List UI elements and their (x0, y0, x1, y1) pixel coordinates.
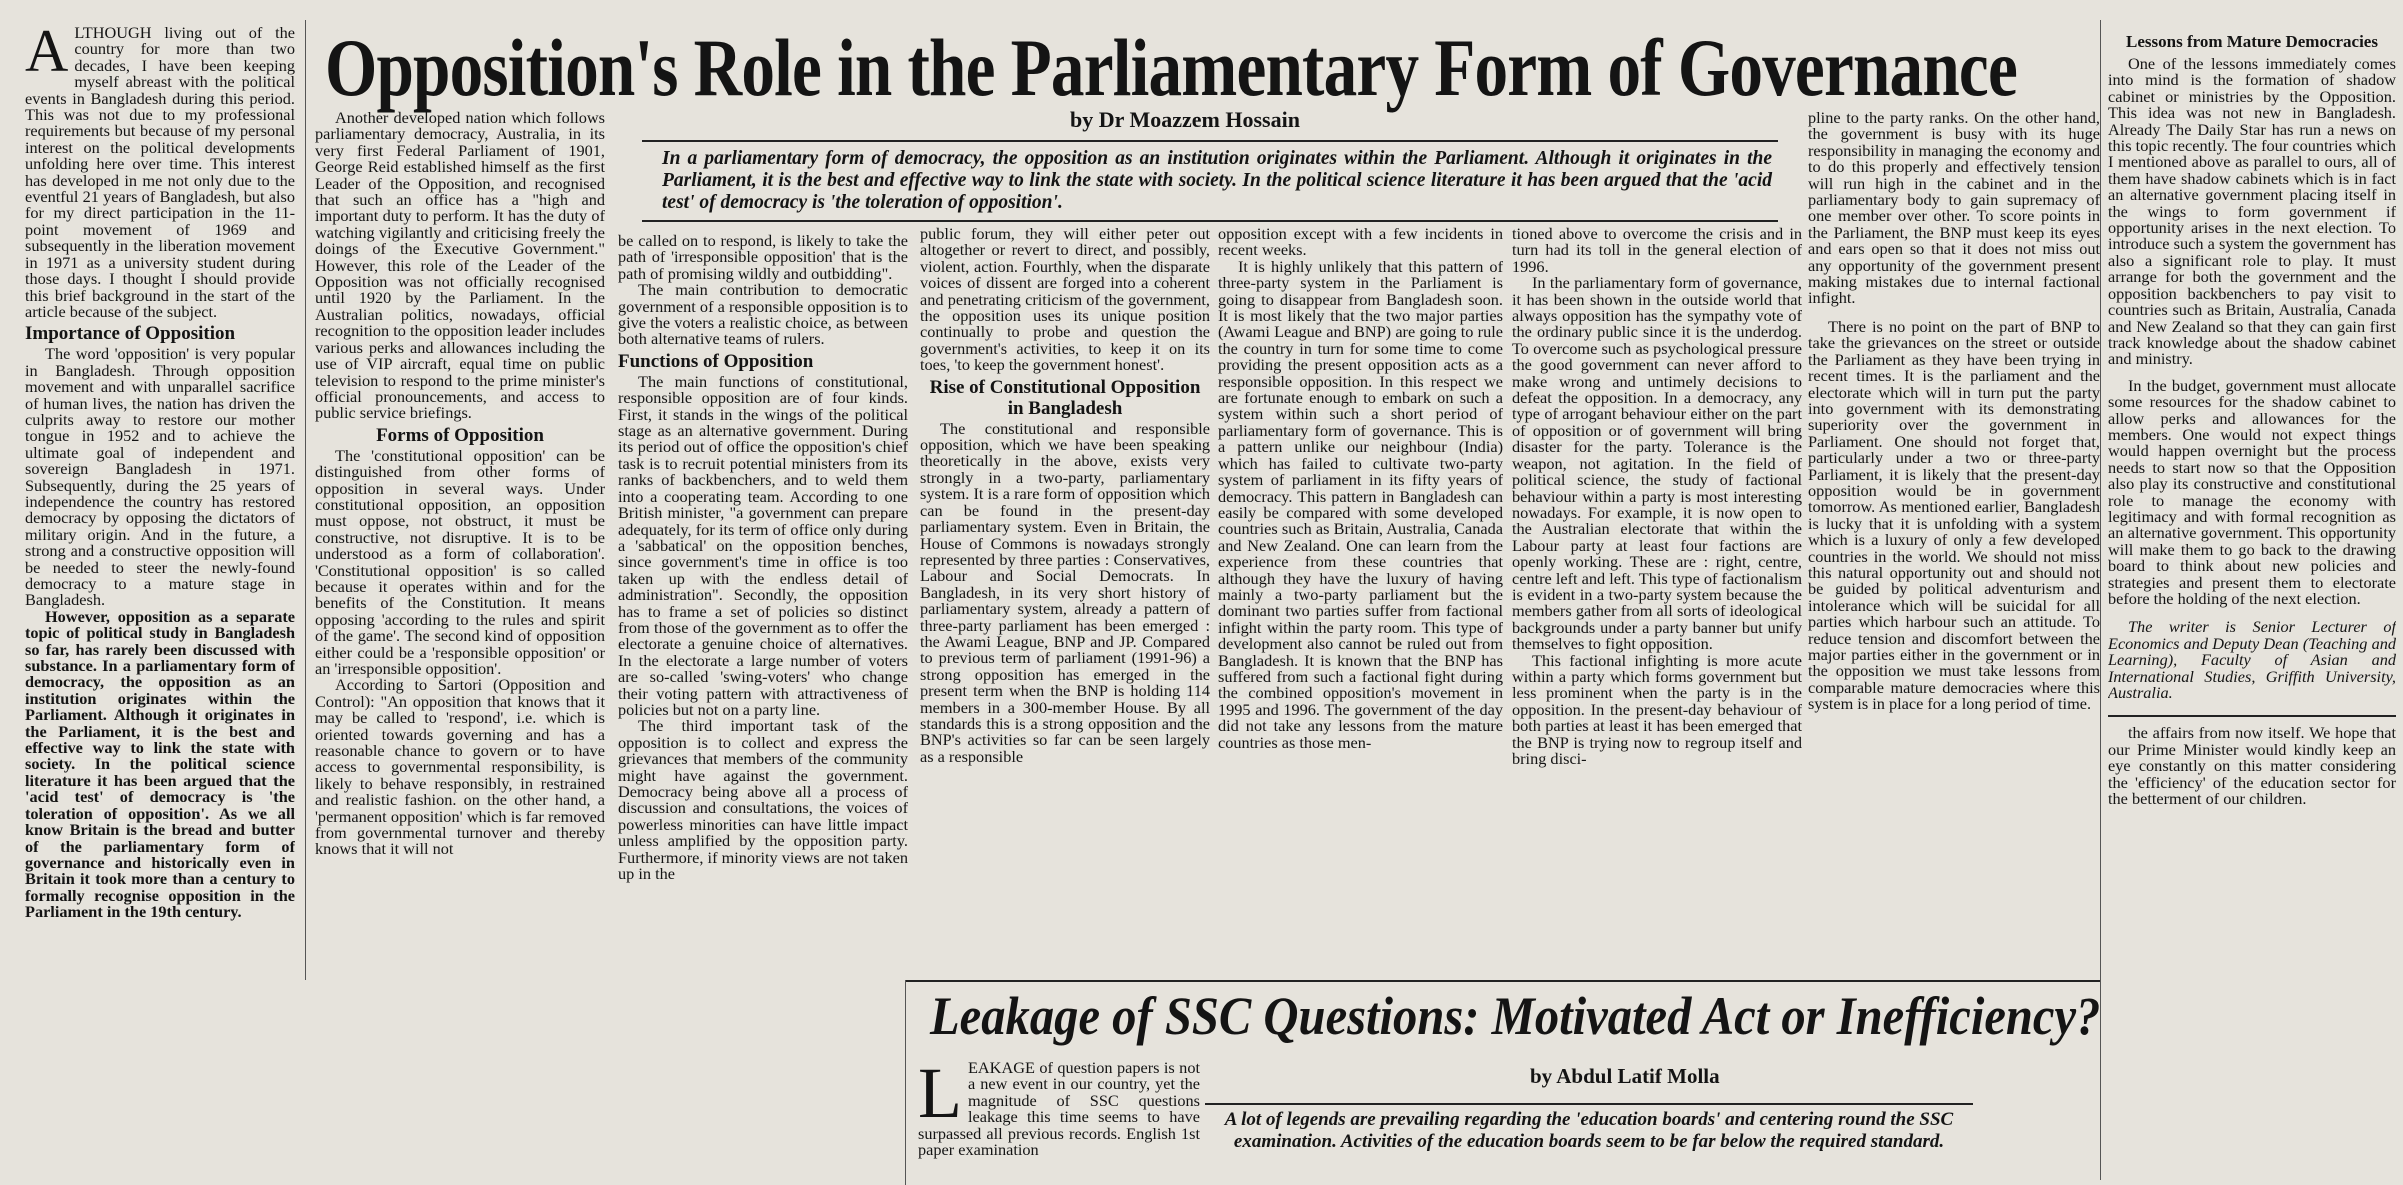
paragraph: be called on to respond, is likely to take the path of 'irresponsible opposition' that is the path of promising wildly and outbidding". (618, 233, 908, 283)
byline-2: by Abdul Latif Molla (1530, 1064, 1720, 1088)
paragraph: This factional infighting is more acute within a party which forms government but less prominent when the party is in the opposition. In the present-day behaviour of both parties at least it has been emerged that the BNP is trying now to regroup itself and bring disci- (1512, 650, 1802, 768)
paragraph: One of the lessons immediately comes into mind is the formation of shadow cabinet or ministries by the Opposition. This idea was not new in Bangladesh. Already The Daily Star has run a news on this topic recently. The four countries which I mentioned above as parallel to ours, all of them have shadow cabinets which is in fact an alternative government placing itself in the wings to form government if opportunity arises in the next election. To introduce such a system the government has also a significant role to play. It must arrange for both the government and the opposition backbenchers to pay visit to countries such as Britain, Australia, Canada and New Zealand so that they can gain first track knowledge about the shadow cabinet and ministry. (2108, 54, 2396, 369)
drop-cap: A (25, 25, 69, 84)
column-rule (305, 20, 306, 980)
column-8 (2108, 32, 2396, 1180)
subheading-lessons: Lessons from Mature Democracies (2126, 32, 2378, 51)
subheading-importance: Importance of Opposition (25, 323, 236, 345)
paragraph: There is no point on the part of BNP to take the grievances on the street or outside the Parliament as they have been trying in recent times. It is the parliament and the electorate which will in turn put the party into government with its demonstrating superiority over the government in Parliament. One should not forget that, particularly under a two or three-party Parliament, it is likely that the present-day opposition would be in government tomorrow. As mentioned earlier, Bangladesh is lucky that it is unfolding with a system which is a luxury of only a few developed countries in the world. We should not miss this natural opportunity out and should not be guided by political adventurism and intolerance which will be suicidal for all parties which harbour such an attitude. To reduce tension and discomfort between the major parties either in the government or in the opposition we must take lessons from comparable mature democracies where this system is in place for a long period of time. (1808, 316, 2100, 714)
headline-2: Leakage of SSC Questions: Motivated Act or Inefficiency? (930, 986, 2101, 1046)
column-rule (905, 980, 906, 1185)
paragraph: The constitutional and responsible opposition, which we have been speaking theoretically in the above, exists very strongly in a two-party, parliamentary system. It is a rare form of opposition which can be found in the present-day parliamentary system. Even in Britain, the House of Commons is nowadays strongly represented by three parties : Conservatives, Labour and Social Democrats. In Bangladesh, in its very short history of parliamentary system, already a pattern of three-party parliament has been emerged : the Awami League, BNP and JP. Compared to previous term of parliament (1991-96) a strong opposition has emerged in the present term when the BNP is holding 114 members in a 300-member House. By all standards this is a strong opposition and the BNP's activities so far can be seen largely as a responsible (920, 418, 1210, 766)
column-2 (315, 110, 605, 1180)
article2-continuation (2108, 715, 2396, 807)
headline: Opposition's Role in the Parliamentary Form of Governance (325, 22, 2017, 113)
paragraph: The word 'opposition' is very popular in Bangladesh. Through opposition movement and with unparallel sacrifice of human lives, the nation has driven the culprits away to restore our mother tongue in 1952 and to achieve the ultimate goal of independent and sovereign Bangladesh in 1971. Subsequently, during the 25 years of independence the country has restored democracy by opposing the dictators of military origin. And in the future, a strong and a constructive opposition will be needed to steer the newly-found democracy to a mature stage in Bangladesh. (25, 344, 295, 610)
column-7 (1808, 110, 2100, 980)
paragraph: However, opposition as a separate topic of political study in Bangladesh so far, has rarely been discussed with substance. In a parliamentary form of democracy, the opposition as an institution originates within the Parliament. Although it originates in the Parliament, it is the best and effective way to link the state with society. In the political science literature it has been argued that the 'acid test' of democracy is 'the toleration of opposition'. As we all know Britain is the bread and butter of the parliamentary form of governance and historically even in Britain it took more than a century to formally recognise opposition in the Parliament in the 19th century. (25, 606, 295, 922)
paragraph: EAKAGE of question papers is not a new event in our country, yet the magnitude of SSC questions leakage this time seems to have surpassed all previous records. English 1st paper examination (918, 1060, 1200, 1160)
column-1 (25, 25, 295, 1180)
paragraph: public forum, they will either peter out altogether or revert to direct, and possibly, violent, action. Fourthly, when the disparate voices of dissent are forged into a coherent and penetrating criticism of the government, the opposition uses its unique position continually to probe and question the government's activities, to keep it on its toes, 'to keep the government honest'. (920, 226, 1210, 375)
lead-paragraph-2: A lot of legends are prevailing regarding the 'education boards' and centering round the SSC examination. Activities of the education boards seem to be far below the required standard. (1205, 1103, 1973, 1157)
paragraph: opposition except with a few incidents in recent weeks. (1218, 226, 1503, 260)
intro-paragraph: LTHOUGH living out of the country for more than two decades, I have been keeping myself abreast with the political events in Bangladesh during this period. This was not due to my professional requirements but because of my personal interest on the political developments unfolding here over time. This interest has developed in me not only due to the eventful 21 years of Bangladesh, but also for my direct participation in the 11-point movement of 1969 and subsequently in the liberation movement in 1971 as a university student during those days. I thought I should provide this brief background in the start of the article because of the subject. (25, 25, 295, 321)
byline: by Dr Moazzem Hossain (1070, 107, 1300, 132)
paragraph: tioned above to overcome the crisis and in turn had its toll in the general election of 1996. (1512, 226, 1802, 276)
subheading-rise: Rise of Constitutional Opposition in Bangladesh (929, 376, 1201, 419)
paragraph: The 'constitutional opposition' can be distinguished from other forms of opposition in several ways. Under constitutional opposition, an opposition must oppose, not obstruct, it must be constructive, not disruptive. It is to be understood as a form of collaboration'. 'Constitutional opposition' is so called because it operates within and for the benefits of the Constitution. It means opposing 'according to the rules and spirit of the game'. The second kind of opposition either could be a 'responsible opposition' or an 'irresponsible opposition'. (315, 445, 605, 678)
paragraph: According to Sartori (Opposition and Control): "An opposition that knows that it may be called to 'respond', i.e. which is oriented towards governing and has a reasonable chance to govern or to have access to governmental responsibility, is likely to behave responsibly, in restrained and realistic fashion. on the other hand, a 'permanent opposition' which is far removed from governmental turnover and thereby knows that it will not (315, 675, 605, 859)
column-3 (618, 233, 908, 1153)
author-credit (2108, 619, 2396, 701)
column-rule (2100, 20, 2101, 1180)
paragraph: In the parliamentary form of governance, it has been shown in the outside world that always opposition has the sympathy vote of the ordinary public since it is the underdog. To overcome such as psychological pressure the good government can never afford to make wrong and untimely decisions to defeat the opposition. In a democracy, any type of arrogant behaviour either on the part of opposition or of government will bring disaster for the party. Tolerance is the weapon, not agitation. In the field of political science, the study of factional behaviour within a party is most interesting nowadays. For example, it is now open to the Australian electorate that within the Labour party at least four factions are openly working. These are : right, centre, centre left and left. This type of factionalism is evident in a two-party system because the members gather from all sorts of ideological backgrounds under a party banner but unify themselves to fight opposition. (1512, 273, 1802, 654)
paragraph: It is highly unlikely that this pattern of three-party system in the Parliament is going to disappear from Bangladesh soon. It is most likely that the two major parties (Awami League and BNP) are going to rule the country in turn for some time to come providing the present opposition acts as a responsible opposition. In this respect we are fortunate enough to embark on such a system within such a short period of parliamentary form of governance. This is a pattern unlike our neighbour (India) which has failed to cultivate two-party system of parliament in its fifty years of democracy. This pattern in Bangladesh can easily be compared with some developed countries such as Britain, Australia, Canada and New Zealand. One can learn from the experience from these countries that although they have the luxury of having mainly a two-party parliament but the dominant two parties suffer from factional infight within the party room. This type of development also cannot be ruled out from Bangladesh. It is known that the BNP has suffered from such a factional fight during the combined opposition's movement in 1995 and 1996. The government of the day did not take any lessons from the mature countries as those men- (1218, 256, 1503, 752)
paragraph: pline to the party ranks. On the other hand, the government is busy with its huge responsibility in managing the economy and to do this properly and effectively tension will run high in the cabinet and in the parliamentary body to gain supremacy of one member over other. To score points in the Parliament, the BNP must keep its eyes and ears open so that it does not miss out any opportunity of the government present making mistakes due to internal factional infight. (1808, 110, 2100, 308)
paragraph: In the budget, government must allocate some resources for the shadow cabinet to allow perks and allowances for the members. One would not expect things would happen overnight but the process needs to start now so that the Opposition also play its constructive and constitutional role to manage the economy with legitimacy and with formal recognition as an alternative government. This opportunity will make them to go back to the drawing board to think about new policies and strategies and present them to electorate before the holding of the next election. (2108, 375, 2396, 608)
paragraph: The third important task of the opposition is to collect and express the grievances that members of the community might have against the government. Democracy being above all a process of discussion and consultations, the voices of powerless minorities can have little impact unless amplified by the opposition party. Furthermore, if minority views are not taken up in the (618, 716, 908, 884)
drop-cap-2: L (918, 1060, 962, 1133)
credit-text: The writer is Senior Lecturer of Economics and Deputy Dean (Teaching and Learning), Faculty of Asian and International Studies, Griffith University, Australia. (2108, 617, 2396, 703)
paragraph: the affairs from now itself. We hope that our Prime Minister would kindly keep an eye constantly on this matter considering the 'efficiency' of the education sector for the betterment of our children. (2108, 723, 2396, 809)
subheading-forms: Forms of Opposition (376, 424, 544, 446)
lead-paragraph: In a parliamentary form of democracy, the opposition as an institution originates within the Parliament. Although it originates in the Parliament, it is the best and effective way to link the state with society. In the political science literature it has been argued that the 'acid test' of democracy is 'the toleration of opposition'. (642, 140, 1778, 222)
column-5 (1218, 226, 1503, 981)
column-4 (920, 226, 1210, 981)
article2-column-1 (918, 1060, 1200, 1185)
paragraph: The main contribution to democratic government of a responsible opposition is to give the voters a realistic choice, as between both alternative teams of rulers. (618, 280, 908, 349)
subheading-functions: Functions of Opposition (618, 350, 814, 372)
paragraph: Another developed nation which follows parliamentary democracy, Australia, in its very first Federal Parliament of 1901, George Reid established himself as the first Leader of the Opposition, and recognised that such an office has a "high and important duty to perform. It has the duty of watching vigilantly and criticising freely the doings of the Executive Government." However, this role of the Leader of the Opposition was not officially recognised until 1920 by the Parliament. In the Australian politics, nowadays, official recognition to the opposition leader includes various perks and allowances including the use of VIP aircraft, equal time on public television to respond to the prime minister's official pronouncements, and access to public service briefings. (315, 110, 605, 423)
column-6 (1512, 226, 1802, 981)
paragraph: The main functions of constitutional, responsible opposition are of four kinds. First, it stands in the wings of the political stage as an alternative government. During its period out of office the opposition's chief task is to recruit potential ministers from its ranks of backbenchers, and to weld them into a cooperating team. According to one British minister, "a government can prepare adequately, for its term of office only during a 'sabbatical' on the opposition benches, since government's time in office is too taken up with the endless detail of administration". Secondly, the opposition has to frame a set of policies so distinct from those of the government as to offer the electorate a genuine choice of alternatives. In the electorate a large number of voters are so-called 'swing-voters' who change their voting pattern with attractiveness of policies but not on a party line. (618, 371, 908, 719)
article-divider (905, 980, 2100, 982)
